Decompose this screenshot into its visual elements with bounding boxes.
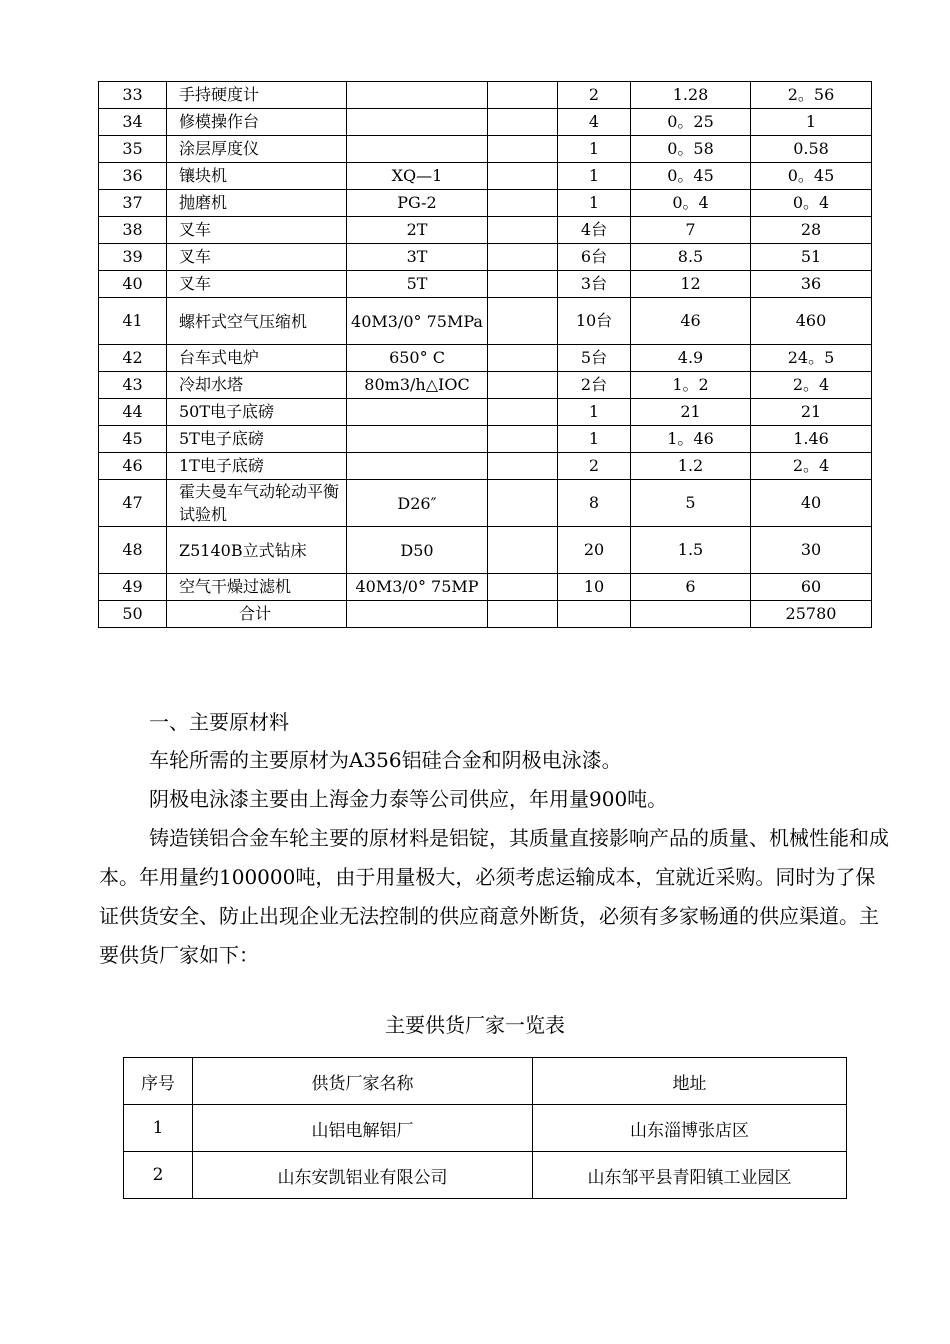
equipment-row [99,82,872,109]
item-unit [488,574,558,601]
item-model [347,453,488,480]
item-price: 21 [631,399,751,426]
item-unit [488,372,558,399]
item-unit [488,109,558,136]
item-no: 34 [99,109,167,136]
item-no: 40 [99,271,167,298]
item-model [347,109,488,136]
item-name: 5T电子底磅 [167,426,347,453]
item-total: 36 [751,271,872,298]
item-price: 6 [631,574,751,601]
item-name: 叉车 [167,271,347,298]
item-name: 1T电子底磅 [167,453,347,480]
header-address: 地址 [533,1058,847,1105]
item-qty: 4 [558,109,631,136]
paragraph-1: 车轮所需的主要原材为A356铝硅合金和阴极电泳漆。 [149,748,622,772]
equipment-row [99,345,872,372]
supplier-row [124,1105,847,1152]
item-price: 1.2 [631,453,751,480]
item-model: 650° C [347,345,488,372]
item-price: 1.5 [631,527,751,574]
item-name: 手持硬度计 [167,82,347,109]
item-model [347,426,488,453]
item-total: 40 [751,480,872,527]
item-model: 2T [347,217,488,244]
item-unit [488,163,558,190]
item-model: 80m3/h△IOC [347,372,488,399]
item-qty: 5台 [558,345,631,372]
equipment-row [99,217,872,244]
item-no: 41 [99,298,167,345]
item-name: 空气干燥过滤机 [167,574,347,601]
item-name: 叉车 [167,217,347,244]
item-total: 60 [751,574,872,601]
section-heading: 一、主要原材料 [149,710,289,734]
item-model [347,399,488,426]
item-model: XQ—1 [347,163,488,190]
equipment-total-row [99,601,872,628]
supplier-no: 1 [124,1105,193,1152]
item-name: 螺杆式空气压缩机 [167,298,347,345]
item-name: 冷却水塔 [167,372,347,399]
equipment-row [99,453,872,480]
equipment-row [99,271,872,298]
item-model [347,136,488,163]
empty-cell [631,601,751,628]
item-qty: 1 [558,399,631,426]
item-price: 5 [631,480,751,527]
item-model: PG-2 [347,190,488,217]
item-unit [488,271,558,298]
item-name: 台车式电炉 [167,345,347,372]
item-total: 2。56 [751,82,872,109]
item-model: D26″ [347,480,488,527]
item-no: 43 [99,372,167,399]
item-model: D50 [347,527,488,574]
item-qty: 4台 [558,217,631,244]
item-price: 0。4 [631,190,751,217]
equipment-table [98,81,872,628]
supplier-header-row [124,1058,847,1105]
item-price: 7 [631,217,751,244]
item-unit [488,426,558,453]
supplier-name: 山东安凯铝业有限公司 [193,1152,533,1199]
item-qty: 1 [558,163,631,190]
item-total: 24。5 [751,345,872,372]
total-label: 合计 [167,601,347,628]
section-heading-block [99,703,889,742]
item-price: 0。25 [631,109,751,136]
equipment-row [99,574,872,601]
item-qty: 2 [558,82,631,109]
item-unit [488,399,558,426]
item-qty: 1 [558,190,631,217]
item-qty: 3台 [558,271,631,298]
item-no: 33 [99,82,167,109]
item-model: 40M3/0° 75MPa [347,298,488,345]
item-price: 8.5 [631,244,751,271]
item-total: 30 [751,527,872,574]
item-price: 1。2 [631,372,751,399]
equipment-row [99,399,872,426]
item-qty: 10 [558,574,631,601]
empty-cell [347,601,488,628]
paragraph-2: 阴极电泳漆主要由上海金力泰等公司供应，年用量900吨。 [149,787,668,811]
item-total: 1 [751,109,872,136]
paragraph-3: 铸造镁铝合金车轮主要的原材料是铝锭，其质量直接影响产品的质量、机械性能和成本。年用量约100000吨，由于用量极大，必须考虑运输成本，宜就近采购。同时为了保证供货安全、防止出现企业无法控制的供应商意外断货，必须有多家畅通的供应渠道。主要供货厂家如下： [99,826,889,967]
item-qty: 1 [558,426,631,453]
item-name: 抛磨机 [167,190,347,217]
item-total: 28 [751,217,872,244]
item-model: 5T [347,271,488,298]
item-qty: 8 [558,480,631,527]
equipment-row [99,480,872,527]
item-name: 镶块机 [167,163,347,190]
item-no: 49 [99,574,167,601]
item-model: 3T [347,244,488,271]
item-total: 0。4 [751,190,872,217]
item-unit [488,82,558,109]
item-name: 涂层厚度仪 [167,136,347,163]
supplier-row [124,1152,847,1199]
item-total: 2。4 [751,372,872,399]
item-no: 44 [99,399,167,426]
item-no: 39 [99,244,167,271]
item-name: 霍夫曼车气动轮动平衡试验机 [167,480,347,527]
item-no: 37 [99,190,167,217]
item-total: 21 [751,399,872,426]
item-unit [488,136,558,163]
item-unit [488,190,558,217]
item-total: 1.46 [751,426,872,453]
supplier-table [123,1057,847,1199]
header-no: 序号 [124,1058,193,1105]
equipment-row [99,426,872,453]
supplier-address: 山东邹平县青阳镇工业园区 [533,1152,847,1199]
total-no: 50 [99,601,167,628]
item-total: 460 [751,298,872,345]
equipment-row [99,372,872,399]
item-name: 50T电子底磅 [167,399,347,426]
item-qty: 6台 [558,244,631,271]
equipment-row [99,190,872,217]
supplier-no: 2 [124,1152,193,1199]
item-qty: 10台 [558,298,631,345]
item-price: 46 [631,298,751,345]
item-unit [488,298,558,345]
item-price: 1.28 [631,82,751,109]
item-model [347,82,488,109]
equipment-table-body [99,82,872,628]
item-total: 0。45 [751,163,872,190]
item-qty: 20 [558,527,631,574]
item-no: 38 [99,217,167,244]
item-total: 0.58 [751,136,872,163]
header-supplier-name: 供货厂家名称 [193,1058,533,1105]
item-name: 修模操作台 [167,109,347,136]
grand-total: 25780 [751,601,872,628]
equipment-row [99,136,872,163]
item-no: 35 [99,136,167,163]
item-price: 0。58 [631,136,751,163]
equipment-row [99,163,872,190]
supplier-name: 山铝电解铝厂 [193,1105,533,1152]
item-total: 2。4 [751,453,872,480]
equipment-row [99,527,872,574]
item-unit [488,480,558,527]
item-unit [488,453,558,480]
empty-cell [558,601,631,628]
section-body [99,741,889,975]
item-no: 47 [99,480,167,527]
item-name: Z5140B立式钻床 [167,527,347,574]
item-price: 12 [631,271,751,298]
item-name: 叉车 [167,244,347,271]
item-no: 36 [99,163,167,190]
item-unit [488,527,558,574]
item-qty: 2台 [558,372,631,399]
item-price: 1。46 [631,426,751,453]
item-no: 45 [99,426,167,453]
item-price: 0。45 [631,163,751,190]
item-unit [488,345,558,372]
item-unit [488,244,558,271]
item-total: 51 [751,244,872,271]
equipment-row [99,244,872,271]
supplier-table-caption: 主要供货厂家一览表 [385,1013,565,1037]
equipment-row [99,109,872,136]
item-unit [488,217,558,244]
item-no: 42 [99,345,167,372]
item-no: 46 [99,453,167,480]
item-model: 40M3/0° 75MP [347,574,488,601]
empty-cell [488,601,558,628]
item-qty: 1 [558,136,631,163]
item-price: 4.9 [631,345,751,372]
item-qty: 2 [558,453,631,480]
supplier-address: 山东淄博张店区 [533,1105,847,1152]
item-no: 48 [99,527,167,574]
equipment-row [99,298,872,345]
